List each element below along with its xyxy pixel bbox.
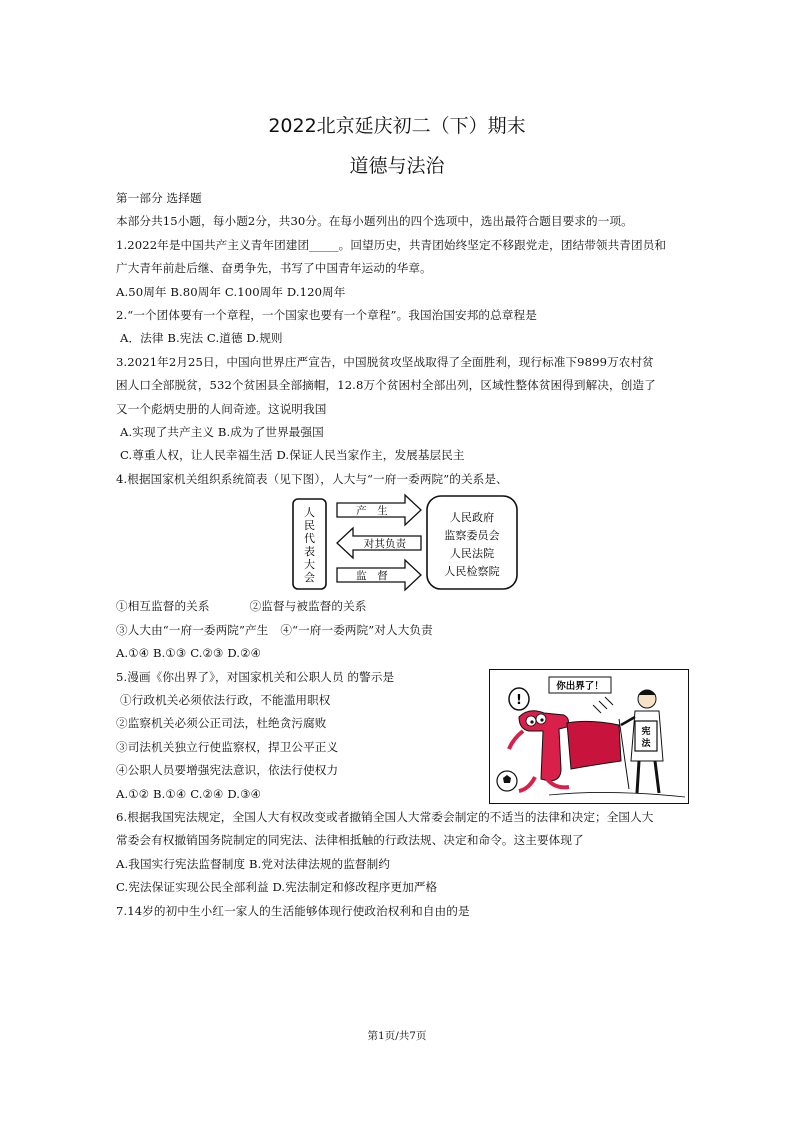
npc-char: 代 — [303, 532, 316, 546]
q3-options-2: C.尊重人权，让人民幸福生活 D.保证人民当家作主，发展基层民主 — [120, 448, 465, 463]
q2-options: A．法律 B.宪法 C.道德 D.规则 — [120, 331, 283, 346]
question-body — [116, 187, 688, 923]
exclaim-mark: ! — [516, 693, 522, 708]
page-footer: 第1页/共7页 — [367, 1030, 427, 1042]
npc-char: 表 — [303, 545, 316, 559]
red-flag — [567, 721, 621, 769]
q5-s2: ②监察机关必须公正司法，杜绝贪污腐败 — [116, 716, 327, 731]
q6-line1: 6.根据我国宪法规定，全国人大有权改变或者撤销全国人大常委会制定的不适当的法律和决定；全国人大 — [116, 809, 654, 824]
sign-char: 法 — [641, 739, 651, 749]
q4-statements-1 — [116, 595, 688, 618]
q6-options-2: C.宪法保证实现公民全部利益 D.宪法制定和修改程序更加严格 — [116, 880, 438, 895]
npc-char: 人 — [303, 506, 316, 520]
arrow-mid-label: 对其负责 — [363, 538, 407, 551]
organ-label: 人民检察院 — [444, 565, 500, 579]
speech-text: 你出界了！ — [556, 681, 604, 692]
character-pupil — [530, 720, 533, 723]
q4-stem: 4.根据国家机关组织系统简表（见下图），人大与“一府一委两院”的关系是、 — [116, 471, 508, 486]
arrow-top-label: 产 生 — [356, 505, 388, 518]
npc-char: 大 — [303, 558, 316, 572]
q4-opt-3: ③人大由“一府一委两院”产生 — [116, 622, 269, 637]
q1-line2: 广大青年前赴后继、奋勇争先，书写了中国青年运动的华章。 — [116, 261, 432, 276]
q2-stem: 2.“一个团体要有一个章程，一个国家也要有一个章程”。我国治国安邦的总章程是 — [116, 308, 537, 323]
q6-line2: 常委会有权撤销国务院制定的同宪法、法律相抵触的行政法规、决定和命令。这主要体现了 — [116, 833, 584, 848]
q3-line2: 困人口全部脱贫，532个贫困县全部摘帽，12.8万个贫困村全部出列，区域性整体贫困得到解决，创造了 — [116, 378, 656, 393]
organ-system-svg — [290, 493, 520, 593]
organ-label: 监察委员会 — [444, 529, 500, 543]
cartoon-svg — [489, 669, 689, 804]
cartoon-you-are-out — [489, 669, 689, 808]
npc-char: 会 — [303, 571, 316, 585]
q3-options-1: A.实现了共产主义 B.成为了世界最强国 — [120, 425, 324, 440]
organ-label: 人民政府 — [449, 511, 495, 525]
q4-opt-4: ④“一府一委两院”对人大负责 — [280, 622, 433, 637]
q3-line1: 3.2021年2月25日，中国向世界庄严宣告，中国脱贫攻坚战取得了全面胜利，现行标准下9899万农村贫 — [116, 354, 654, 369]
q4-statements-2 — [116, 619, 688, 642]
section-name: 第一部分 选择题 — [116, 191, 202, 205]
organ-system-diagram — [116, 493, 688, 595]
q4-options: A.①④ B.①③ C.②③ D.②④ — [116, 646, 262, 661]
exam-title: 2022北京延庆初二（下）期末 — [268, 115, 526, 137]
q1-line1: 1.2022年是中国共产主义青年团建团_____。回望历史，共青团始终坚定不移跟党走，团结带领共青团员和 — [116, 237, 667, 252]
organ-label: 人民法院 — [449, 547, 495, 561]
q6-options-1: A.我国实行宪法监督制度 B.党对法律法规的监督制约 — [116, 856, 391, 871]
q5-stem: 5.漫画《你出界了》，对国家机关和公职人员 的警示是 — [116, 669, 395, 684]
q1-options: A.50周年 B.80周年 C.100周年 D.120周年 — [116, 284, 346, 299]
character-pupil — [540, 718, 543, 721]
npc-char: 民 — [303, 519, 316, 533]
section-intro: 本部分共15小题，每小题2分，共30分。在每小题列出的四个选项中，选出最符合题目要求的一项。 — [116, 214, 633, 229]
q7-stem: 7.14岁的初中生小红一家人的生活能够体现行使政治权利和自由的是 — [116, 903, 470, 918]
q3-line3: 又一个彪炳史册的人间奇迹。这说明我国 — [116, 401, 327, 416]
q5-options: A.①② B.①④ C.②④ D.③④ — [116, 786, 262, 801]
q4-opt-2: ②监督与被监督的关系 — [249, 599, 367, 614]
q5-s1: ①行政机关必须依法行政，不能滥用职权 — [120, 692, 331, 707]
arrow-bot-label: 监 督 — [356, 570, 388, 583]
sign-char: 宪 — [641, 727, 651, 737]
q5-s3: ③司法机关独立行使监察权，捍卫公平正义 — [116, 739, 339, 754]
q5-s4: ④公职人员要增强宪法意识，依法行使权力 — [116, 763, 339, 778]
q4-opt-1: ①相互监督的关系 — [116, 599, 210, 614]
exam-subject: 道德与法治 — [349, 155, 445, 177]
